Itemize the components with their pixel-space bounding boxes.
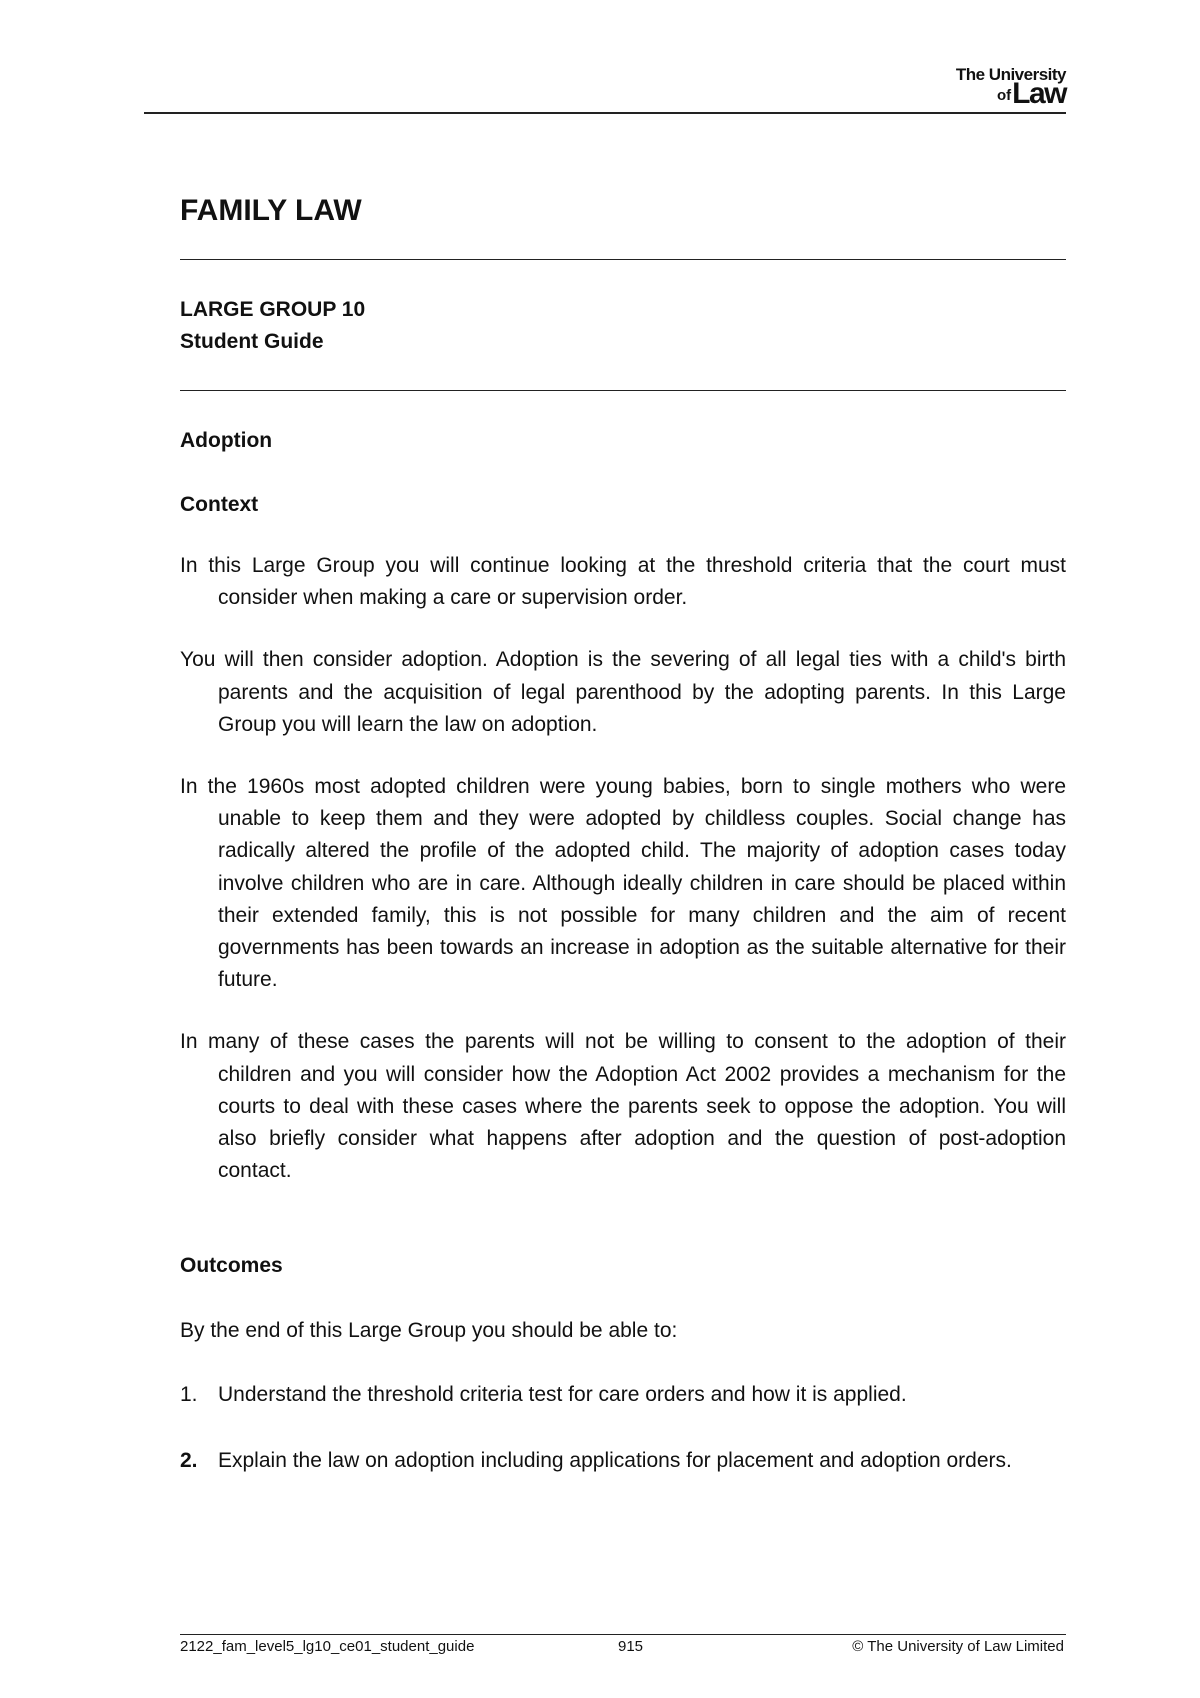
guide-title: Student Guide <box>180 330 324 353</box>
outcome-text: Explain the law on adoption including applications for placement and adoption orders. <box>218 1448 1012 1472</box>
group-title: LARGE GROUP 10 <box>180 298 366 321</box>
paragraph-3: In the 1960s most adopted children were young babies, born to single mothers who were unable to keep them and they were adopted by childless couples. Social change has radically altered the profile of the adopted child. The majority of adoption cases today involve children who are in care. Although ideally children in care should be placed within their extended family, this is not possible for many children and the aim of recent governments has been towards an increase in adoption as the suitable alternative for their future. <box>180 775 1066 992</box>
logo-law: Law <box>1012 77 1066 110</box>
outcome-item <box>180 1378 1066 1412</box>
title-divider <box>180 259 1066 260</box>
paragraph-1: In this Large Group you will continue looking at the threshold criteria that the court must consider when making a care or supervision order. <box>180 554 1066 610</box>
subtitle-divider <box>180 390 1066 391</box>
outcome-number: 2. <box>180 1448 198 1472</box>
outcome-item <box>180 1444 1066 1478</box>
footer-copyright: © The University of Law Limited <box>852 1638 1064 1655</box>
adoption-heading: Adoption <box>180 429 273 452</box>
university-logo <box>956 66 1066 109</box>
paragraph-2: You will then consider adoption. Adoption is the severing of all legal ties with a child's birth parents and the acquisition of legal parenthood by the adopting parents. In this Large Group you will learn the law on adoption. <box>180 648 1066 736</box>
footer-document-code: 2122_fam_level5_lg10_ce01_student_guide <box>180 1638 475 1655</box>
document-title: FAMILY LAW <box>180 194 362 227</box>
outcome-text: Understand the threshold criteria test for care orders and how it is applied. <box>218 1382 907 1406</box>
paragraph-4: In many of these cases the parents will not be willing to consent to the adoption of their children and you will consider how the Adoption Act 2002 provides a mechanism for the courts to deal with these cases where the parents seek to oppose the adoption. You will also briefly consider what happens after adoption and the question of post-adoption contact. <box>180 1030 1066 1183</box>
logo-of: of <box>996 87 1012 104</box>
main-content <box>180 426 1066 1478</box>
outcomes-heading: Outcomes <box>180 1254 283 1278</box>
outcome-number: 1. <box>180 1382 198 1406</box>
footer-divider <box>180 1634 1066 1635</box>
context-heading: Context <box>180 493 259 516</box>
logo-line-1: The University <box>955 65 1066 84</box>
footer-page-number: 915 <box>618 1638 644 1655</box>
header-divider <box>144 112 1066 114</box>
outcomes-intro: By the end of this Large Group you should be able to: <box>180 1319 678 1343</box>
